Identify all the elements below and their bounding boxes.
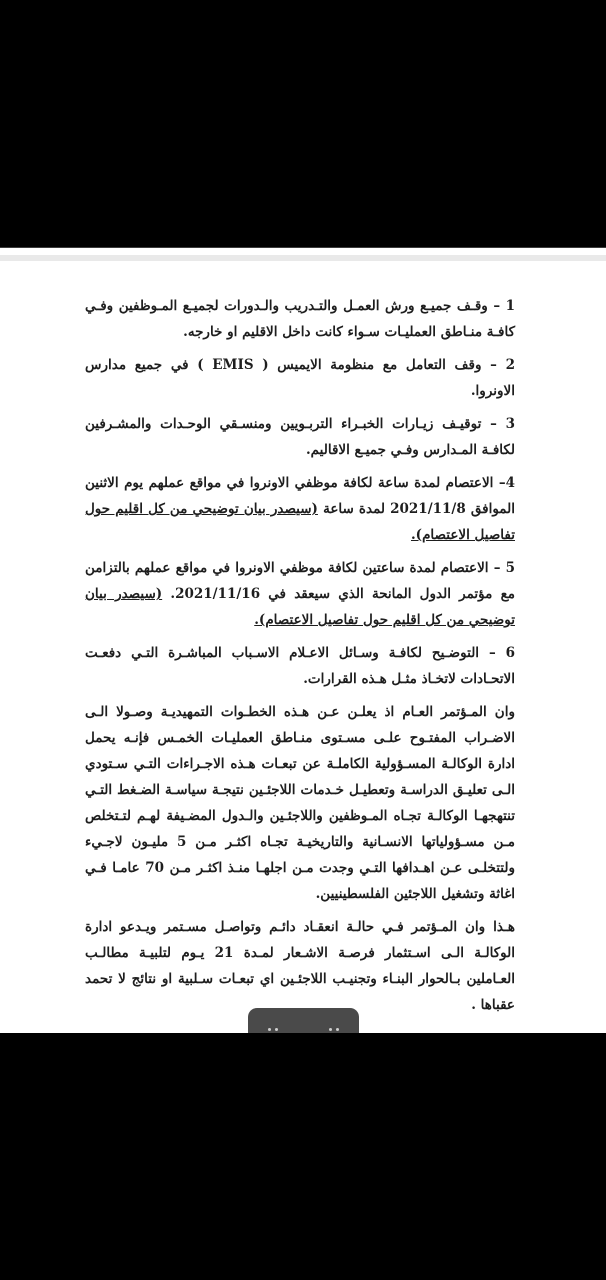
item-1-text: 1 – وقـف جميـع ورش العمـل والتـدريب والـدورات لجميـع المـوظفين وفـي كافـة منـاطق العمليـات سـواء كانت داخل الاقليم او خارجه.: [85, 298, 515, 340]
item-5-underlined-text: (سيصدر بيان توضيحي من كل اقليم حول تفاصيل الاعتصام).: [85, 586, 515, 628]
top-letterbox-band: [0, 0, 606, 248]
document-list-item-4: [85, 470, 515, 548]
item-6-text: 6 – التوضـيح لكافـة وسـائل الاعـلام الاسـباب المباشـرة التـي دفعـت الاتحـادات لاتخـاذ مثـل هـذه القرارات.: [85, 645, 515, 687]
button-label-dot: [336, 1028, 339, 1031]
item-3-text: 3 – توقيـف زيـارات الخبـراء التربـويين ومنسـقي الوحـدات والمشـرفين لكافـة المـدارس وفـي جميـع الاقاليم.: [85, 416, 515, 458]
page-separator-line: [0, 255, 606, 261]
button-label-dot: [329, 1028, 332, 1031]
document-list-item-5: [85, 555, 515, 633]
bottom-letterbox-band: [0, 1033, 606, 1280]
paragraph-1-text: وان المـؤتمر العـام اذ يعلـن عـن هـذه الخطـوات التمهيديـة وصـولا الـى الاضـراب المفتـوح علـى مسـتوى منـاطق العمليـات الخمـس فإنـه يحمل ادارة الوكالـة المسـؤولية الكاملـة عن تبعـات هـذه الاجـراءات التـي سـتودي الـى تعليـق الدراسـة وتعطيـل خـدمات اللاجئـين نتيجـة سياسـة الضـغط التـي تنتهجهـا الوكالـة تجـاه المـوظفين واللاجئـين والـدول المضـيفة لهـم لتـتخلص مـن مسـؤولياتها الانسـانية والتاريخيـة تجـاه اكثـر مـن 5 مليـون لاجـيء ولتتخلـى عـن اهـدافها التـي وجدت مـن اجلهـا منـذ اكثـر مـن 70 عامـا فـي اغاثة وتشغيل اللاجئين الفلسطينيين.: [85, 704, 516, 902]
item-4-text: 4– الاعتصام لمدة ساعة لكافة موظفي الاونروا في مواقع عملهم يوم الاثنين الموافق 2021/11/8 لمدة ساعة: [85, 475, 515, 517]
item-2-text: 2 – وقف التعامل مع منظومة الايميس ( EMIS ) في جميع مدارس الاونروا.: [85, 357, 515, 399]
document-paragraph-2: [85, 914, 515, 1018]
paragraph-2-text: هـذا وان المـؤتمر فـي حالـة انعقـاد دائـم وتواصـل مسـتمر ويـدعو ادارة الوكالـة الـى اسـتثمار فرصـة الاشـعار لمـدة 21 يـوم لتلبيـة مطالـب العـاملين بـالحوار البنـاء وتجنيـب اللاجئـين اي تبعـات سـلبية او نتائج لا تحمد عقباها .: [85, 919, 515, 1013]
document-paragraph-1: [85, 699, 515, 907]
document-list-item-3: [85, 411, 515, 463]
button-label-dot: [268, 1028, 271, 1031]
document-list-item-6: [85, 640, 515, 692]
button-label-dot: [275, 1028, 278, 1031]
document-list-item-2: [85, 352, 515, 404]
item-4-underlined-text: (سيصدر بيان توضيحي من كل اقليم حول تفاصيل الاعتصام).: [85, 501, 515, 543]
document-list-item-1: [85, 293, 515, 345]
item-5-text: 5 – الاعتصام لمدة ساعتين لكافة موظفي الاونروا في مواقع عملهم بالتزامن مع مؤتمر الدول المانحة الذي سيعقد في 2021/11/16.: [85, 560, 515, 602]
